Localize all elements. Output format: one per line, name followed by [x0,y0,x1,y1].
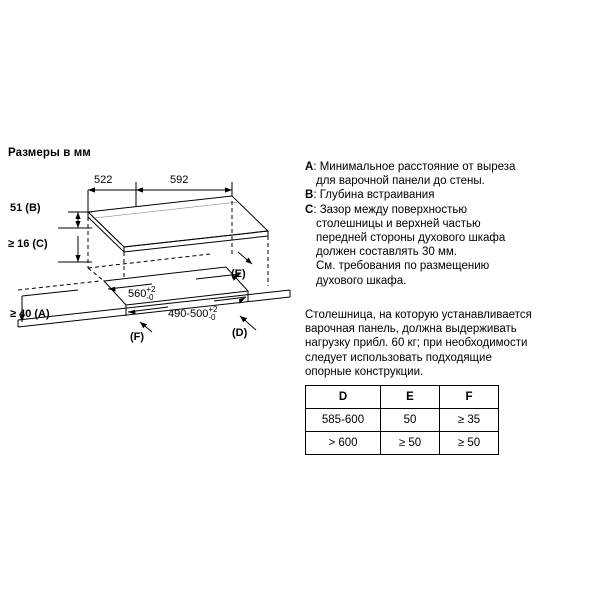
table-cell-r2c2: ≥ 50 [381,432,440,455]
label-E: (E) [231,268,246,280]
note-line-3: нагрузку прибл. 60 кг; при необходимости [305,337,528,350]
legend-text-C: : Зазор между поверхностью [313,203,467,216]
label-D: (D) [232,327,248,339]
label-560-tolerance: +2 -0 [146,285,156,302]
legend-text-B: : Глубина встраивания [313,189,435,202]
label-40-A: ≥ 40 (A) [10,308,50,320]
label-560 [128,286,155,302]
label-F: (F) [130,331,145,343]
legend-text-A: : Минимальное расстояние от выреза [313,161,516,173]
note-line-2: варочная панель, должна выдерживать [305,323,517,336]
leader-E [238,252,252,264]
label-16-C: ≥ 16 (C) [8,238,48,250]
legend-text-C-line4: должен составлять 30 мм. [316,246,457,259]
legend-text-C-line5: См. требования по размещению [316,260,490,273]
label-592: 592 [170,174,189,186]
note-line-4: следует использовать подходящие [305,351,492,364]
legend-item-A [305,160,595,188]
page-title: Размеры в мм [8,147,91,159]
legend-item-B [305,188,595,202]
table-header-E: E [381,386,440,409]
hob-slab [88,196,268,252]
table-header-F: F [440,386,499,409]
dimension-table [305,385,499,455]
table-cell-r2c3: ≥ 50 [440,432,499,455]
table-cell-r1c3: ≥ 35 [440,409,499,432]
worktop-note [305,308,595,379]
label-490-500-tolerance: +2 -0 [208,305,218,322]
label-490-500-value: 490-500 [168,307,209,320]
table-row [306,409,499,432]
label-490-500 [168,306,218,322]
label-560-value: 560 [128,287,147,300]
legend-text-A-line2: для варочной панели до стены. [316,175,485,188]
table-cell-r1c1: 585-600 [306,409,381,432]
legend-text-C-line2: столешницы и верхней частью [316,217,481,230]
legend-text-C-line6: духового шкафа. [316,274,407,287]
legend-item-C [305,203,595,288]
table-cell-r2c1: > 600 [306,432,381,455]
dimension-16-C [58,228,92,262]
table-header-row [306,386,499,409]
legend-key-B: B [305,189,314,202]
table-cell-r1c2: 50 [381,409,440,432]
legend-block [305,160,595,288]
note-line-5: опорные конструкции. [305,365,424,378]
legend-key-C: C [305,203,314,216]
table-row [306,432,499,455]
label-522: 522 [94,174,113,186]
note-line-1: Столешница, на которую устанавливается [305,309,532,321]
legend-text-C-line3: передней стороны духового шкафа [316,232,506,245]
legend-key-A: A [305,161,314,173]
table-header-D: D [306,386,381,409]
label-51-B: 51 (B) [10,202,41,214]
hob-installation-drawing [0,0,300,400]
